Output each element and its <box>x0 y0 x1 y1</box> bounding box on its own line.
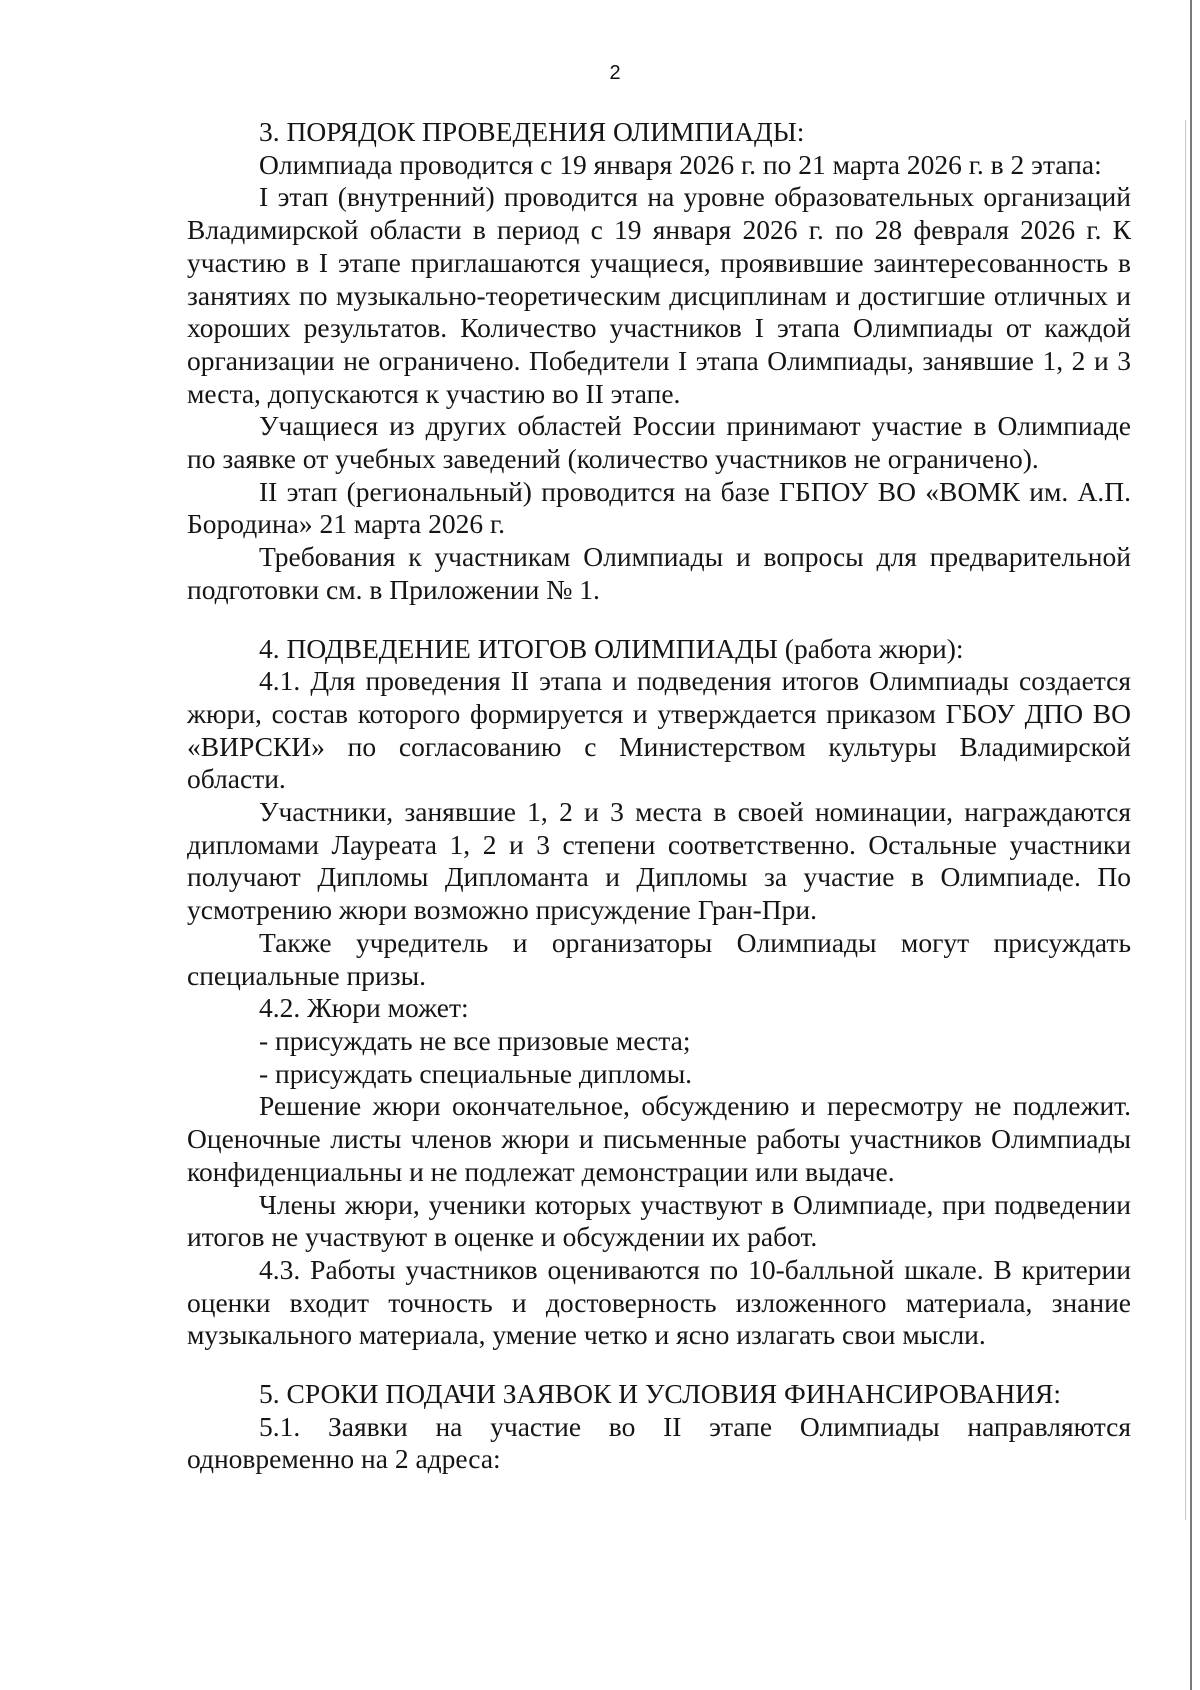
section-4-paragraph-6: Члены жюри, ученики которых участвуют в Олимпиаде, при подведении итогов не участвуют в оценке и обсуждении их работ. <box>187 1188 1131 1253</box>
section-3-paragraph-1: Олимпиада проводится с 19 января 2026 г. по 21 марта 2026 г. в 2 этапа: <box>259 148 1102 180</box>
scan-edge-shadow <box>1185 120 1186 1520</box>
section-4-paragraph-3: Также учредитель и организаторы Олимпиады могут присуждать специальные призы. <box>187 926 1131 991</box>
section-5-heading: 5. СРОКИ ПОДАЧИ ЗАЯВОК И УСЛОВИЯ ФИНАНСИРОВАНИЯ: <box>259 1378 1062 1410</box>
section-spacer <box>187 607 1131 633</box>
section-5-paragraph-1: 5.1. Заявки на участие во II этапе Олимпиады направляются одновременно на 2 адреса: <box>187 1410 1131 1475</box>
section-3-paragraph-3: Учащиеся из других областей России принимают участие в Олимпиаде по заявке от учебных заведений (количество участников не ограничено). <box>187 410 1131 475</box>
section-4-paragraph-1: 4.1. Для проведения II этапа и подведения итогов Олимпиады создается жюри, состав которого формируется и утверждается приказом ГБОУ ДПО ВО «ВИРСКИ» по согласованию с Министерством культуры Владимирской области. <box>187 665 1131 795</box>
section-3-paragraph-2: I этап (внутренний) проводится на уровне образовательных организаций Владимирской области в период с 19 января 2026 г. по 28 февраля 2026 г. К участию в I этапе приглашаются учащиеся, проявившие заинтересованность в занятиях по музыкально-теоретическим дисциплинам и достигшие отличных и хороших результатов. Количество участников I этапа Олимпиады от каждой организации не ограничено. Победители I этапа Олимпиады, занявшие 1, 2 и 3 места, допускаются к участию во II этапе. <box>187 181 1131 409</box>
section-spacer <box>187 1352 1131 1378</box>
section-3-heading: 3. ПОРЯДОК ПРОВЕДЕНИЯ ОЛИМПИАДЫ: <box>259 116 805 147</box>
scan-edge-line <box>1190 0 1192 1690</box>
section-4-paragraph-2: Участники, занявшие 1, 2 и 3 места в своей номинации, награждаются дипломами Лауреата 1, 2 и 3 степени соответственно. Остальные участники получают Дипломы Дипломанта и Дипломы за участие в Олимпиаде. По усмотрению жюри возможно присуждение Гран-При. <box>187 796 1131 926</box>
document-body <box>187 116 1131 1476</box>
section-4-list-item-2: - присуждать специальные дипломы. <box>259 1057 693 1089</box>
section-4-paragraph-7: 4.3. Работы участников оцениваются по 10-балльной шкале. В критерии оценки входит точность и достоверность изложенного материала, знание музыкального материала, умение четко и ясно излагать свои мысли. <box>187 1253 1131 1351</box>
section-4-paragraph-4: 4.2. Жюри может: <box>259 992 469 1024</box>
section-3-paragraph-5: Требования к участникам Олимпиады и вопросы для предварительной подготовки см. в Приложении № 1. <box>187 541 1131 605</box>
section-4-list-item-1: - присуждать не все призовые места; <box>259 1024 691 1056</box>
page-number: 2 <box>609 62 621 84</box>
section-3-paragraph-4: II этап (региональный) проводится на базе ГБПОУ ВО «ВОМК им. А.П. Бородина» 21 марта 2026 г. <box>187 475 1131 540</box>
section-4-paragraph-5: Решение жюри окончательное, обсуждению и пересмотру не подлежит. Оценочные листы членов жюри и письменные работы участников Олимпиады конфиденциальны и не подлежат демонстрации или выдаче. <box>187 1090 1131 1187</box>
section-4-heading: 4. ПОДВЕДЕНИЕ ИТОГОВ ОЛИМПИАДЫ (работа жюри): <box>259 632 964 664</box>
